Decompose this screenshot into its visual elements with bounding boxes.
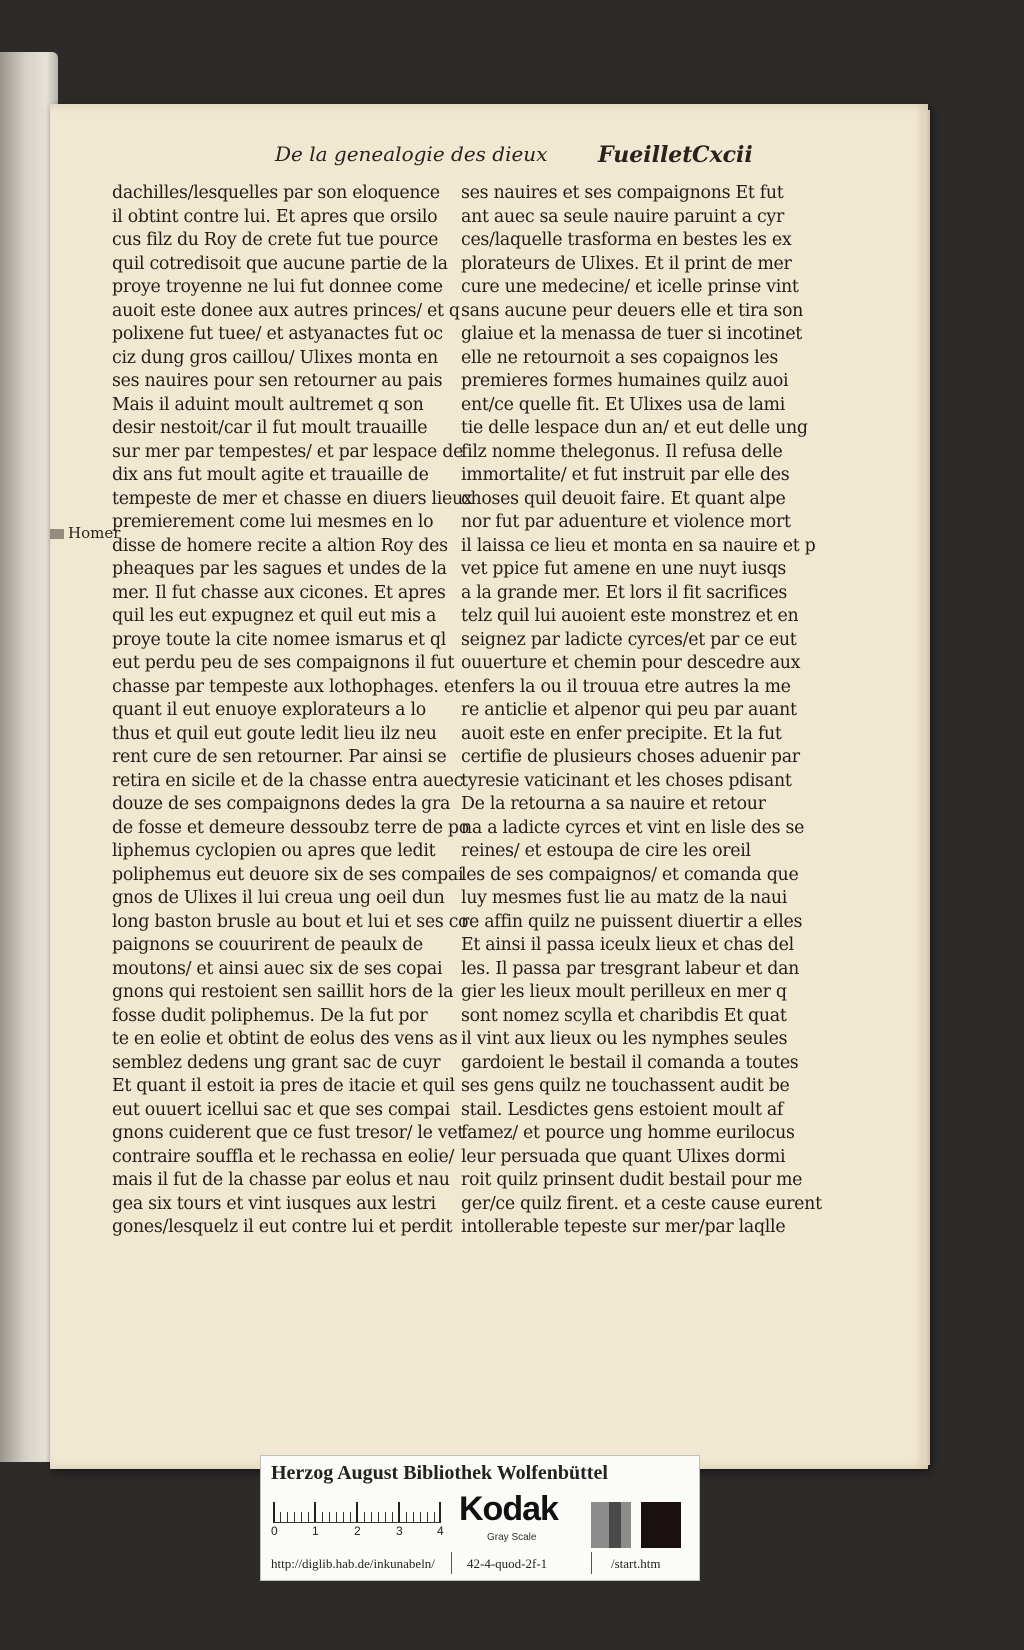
text-line: ses nauires pour sen retourner au pais [112, 371, 443, 391]
text-column-right [461, 182, 822, 1240]
text-line: stail. Lesdictes gens estoient moult af [461, 1099, 784, 1120]
text-line: re affin quilz ne puissent diuertir a elles [461, 911, 803, 932]
text-line: Mais il aduint moult aultremet q son [112, 394, 424, 415]
gray-swatch-dark [641, 1502, 681, 1548]
divider [591, 1552, 592, 1574]
text-line: tyresie vaticinant et les choses pdisant [461, 770, 792, 791]
text-line: desir nestoit/car il fut moult trauaille [112, 418, 428, 438]
text-line: premierement come lui mesmes en lo [112, 512, 434, 532]
text-line: roit quilz prinsent dudit bestail pour me [461, 1170, 803, 1190]
text-line: paignons se couurirent de peaulx de [112, 935, 423, 955]
library-name: Herzog August Bibliothek Wolfenbüttel [271, 1462, 608, 1484]
ruler-number: 0 [271, 1524, 278, 1538]
text-line: Et quant il estoit ia pres de itacie et quil [112, 1076, 455, 1096]
text-line: rent cure de sen retourner. Par ainsi se [112, 747, 447, 767]
page-fore-edge [924, 110, 930, 1465]
text-line: glaiue et la menassa de tuer si incotinet [461, 324, 802, 344]
text-line: poliphemus eut deuore six de ses compai [112, 864, 464, 885]
text-line: chasse par tempeste aux lothophages. et [112, 676, 461, 697]
text-line: il laissa ce lieu et monta en sa nauire et p [461, 535, 816, 556]
text-line: ent/ce quelle fit. Et Ulixes usa de lami [461, 394, 786, 415]
text-line: fosse dudit poliphemus. De la fut por [112, 1005, 428, 1026]
text-line: De la retourna a sa nauire et retour [461, 794, 766, 814]
divider [451, 1552, 452, 1574]
text-line: gnos de Ulixes il lui creua ung oeil dun [112, 888, 445, 908]
text-line: famez/ et pource ung homme eurilocus [461, 1123, 795, 1143]
folio-number: Cxcii [692, 142, 753, 168]
text-line: reines/ et estoupa de cire les oreil [461, 841, 751, 861]
text-line: auoit este donee aux autres princes/ et q [112, 300, 460, 321]
text-line: quant il eut enuoye explorateurs a lo [112, 700, 426, 720]
shelfmark: 42-4-quod-2f-1 [467, 1556, 548, 1571]
text-line: telz quil lui auoient este monstrez et en [461, 606, 799, 626]
text-line: ses nauires et ses compaignons Et fut [461, 183, 784, 203]
text-line: eut perdu peu de ses compaignons il fut [112, 653, 455, 673]
text-line: sans aucune peur deuers elle et tira son [461, 300, 804, 321]
text-line: liphemus cyclopien ou apres que ledit [112, 841, 436, 861]
margin-note: Homer [50, 524, 120, 542]
archive-url: http://diglib.hab.de/inkunabeln/ [271, 1556, 435, 1571]
text-line: eut ouuert icellui sac et que ses compai [112, 1099, 450, 1120]
text-line: choses quil deuoit faire. Et quant alpe [461, 488, 786, 509]
text-line: douze de ses compaignons dedes la gra [112, 794, 451, 814]
gray-swatch-mid [609, 1502, 621, 1548]
text-line: nor fut par aduenture et violence mort [461, 512, 791, 532]
text-line: intollerable tepeste sur mer/par laqlle [461, 1217, 786, 1237]
text-line: certifie de plusieurs choses aduenir par [461, 747, 800, 767]
text-line: disse de homere recite a altion Roy des [112, 535, 448, 556]
text-line: dix ans fut moult agite et trauaille de [112, 465, 429, 485]
text-line: sur mer par tempestes/ et par lespace de [112, 441, 464, 462]
text-line: quil les eut expugnez et quil eut mis a [112, 606, 437, 626]
ruler-number: 1 [312, 1524, 319, 1538]
text-line: contraire souffla et le rechassa en eolie/ [112, 1146, 455, 1167]
start-link: /start.htm [611, 1556, 661, 1571]
text-line: filz nomme thelegonus. Il refusa delle [461, 441, 783, 462]
text-line: dachilles/lesquelles par son eloquence [112, 183, 440, 203]
text-line: il vint aux lieux ou les nymphes seules [461, 1029, 788, 1049]
text-line: quil cotredisoit que aucune partie de la [112, 253, 448, 274]
text-line: na a ladicte cyrces et vint en lisle des se [461, 817, 805, 838]
text-line: immortalite/ et fut instruit par elle des [461, 465, 790, 485]
kodak-logo: Kodak [459, 1490, 558, 1528]
text-line: enfers la ou il trouua etre autres la me [461, 676, 791, 697]
text-line: premieres formes humaines quilz auoi [461, 371, 789, 391]
gray-scale-label: Gray Scale [487, 1532, 537, 1543]
text-line: luy mesmes fust lie au matz de la naui [461, 888, 788, 908]
text-line: gardoient le bestail il comanda a toutes [461, 1052, 799, 1073]
text-line: te en eolie et obtint de eolus des vens as [112, 1029, 458, 1049]
running-head: De la genealogie des dieux [275, 142, 548, 166]
text-line: gones/lesquelz il eut contre lui et perdit [112, 1217, 453, 1237]
text-line: thus et quil eut goute ledit lieu ilz neu [112, 723, 437, 744]
text-line: tempeste de mer et chasse en diuers lieux [112, 488, 473, 509]
scale-ruler [273, 1500, 441, 1523]
text-line: proye troyenne ne lui fut donnee come [112, 277, 443, 297]
color-target-card [260, 1455, 700, 1581]
text-line: ouuerture et chemin pour descedre aux [461, 653, 801, 673]
text-line: de fosse et demeure dessoubz terre de po [112, 817, 469, 838]
text-line: cus filz du Roy de crete fut tue pource [112, 230, 439, 250]
ruler-number: 2 [354, 1524, 361, 1538]
text-line: plorateurs de Ulixes. Et il print de mer [461, 253, 792, 274]
text-line: cure une medecine/ et icelle prinse vint [461, 277, 799, 297]
text-line: auoit este en enfer precipite. Et la fut [461, 723, 782, 744]
text-line: tie delle lespace dun an/ et eut delle ung [461, 418, 808, 438]
text-column-left [112, 182, 473, 1240]
text-line: vet ppice fut amene en une nuyt iusqs [461, 559, 786, 579]
text-line: ses gens quilz ne touchassent audit be [461, 1076, 790, 1096]
text-line: gnons qui restoient sen saillit hors de la [112, 982, 454, 1002]
text-line: sont nomez scylla et charibdis Et quat [461, 1005, 787, 1026]
folio-label: Fueillet [598, 142, 693, 168]
text-line: elle ne retournoit a ses copaignos les [461, 347, 779, 368]
text-line: mais il fut de la chasse par eolus et nau [112, 1170, 450, 1190]
text-line: il obtint contre lui. Et apres que orsilo [112, 206, 438, 227]
text-line: les de ses compaignos/ et comanda que [461, 864, 799, 885]
text-line: ciz dung gros caillou/ Ulixes monta en [112, 347, 438, 368]
text-line: ant auec sa seule nauire paruint a cyr [461, 206, 784, 227]
text-line: seignez par ladicte cyrces/et par ce eut [461, 629, 797, 650]
text-line: les. Il passa par tresgrant labeur et dan [461, 958, 800, 979]
text-line: moutons/ et ainsi auec six de ses copai [112, 958, 443, 979]
text-line: mer. Il fut chasse aux cicones. Et apres [112, 582, 446, 603]
text-line: a la grande mer. Et lors il fit sacrifices [461, 582, 787, 603]
text-line: semblez dedens ung grant sac de cuyr [112, 1052, 441, 1073]
ruler-number: 4 [437, 1524, 444, 1538]
text-line: proye toute la cite nomee ismarus et ql [112, 629, 446, 650]
text-line: ces/laquelle trasforma en bestes les ex [461, 230, 792, 250]
text-line: gier les lieux moult perilleux en mer q [461, 982, 787, 1002]
text-line: gea six tours et vint iusques aux lestri [112, 1193, 436, 1214]
ruler-number: 3 [396, 1524, 403, 1538]
text-line: Et ainsi il passa iceulx lieux et chas del [461, 935, 794, 955]
text-line: gnons cuiderent que ce fust tresor/ le vet [112, 1123, 465, 1143]
text-line: ger/ce quilz firent. et a ceste cause eurent [461, 1193, 822, 1214]
text-line: long baston brusle au bout et lui et ses co [112, 911, 469, 932]
text-line: re anticlie et alpenor qui peu par auant [461, 700, 797, 720]
text-line: leur persuada que quant Ulixes dormi [461, 1146, 786, 1167]
text-line: retira en sicile et de la chasse entra auec [112, 770, 464, 791]
text-line: pheaques par les sagues et undes de la [112, 559, 447, 579]
text-line: polixene fut tuee/ et astyanactes fut oc [112, 324, 443, 344]
